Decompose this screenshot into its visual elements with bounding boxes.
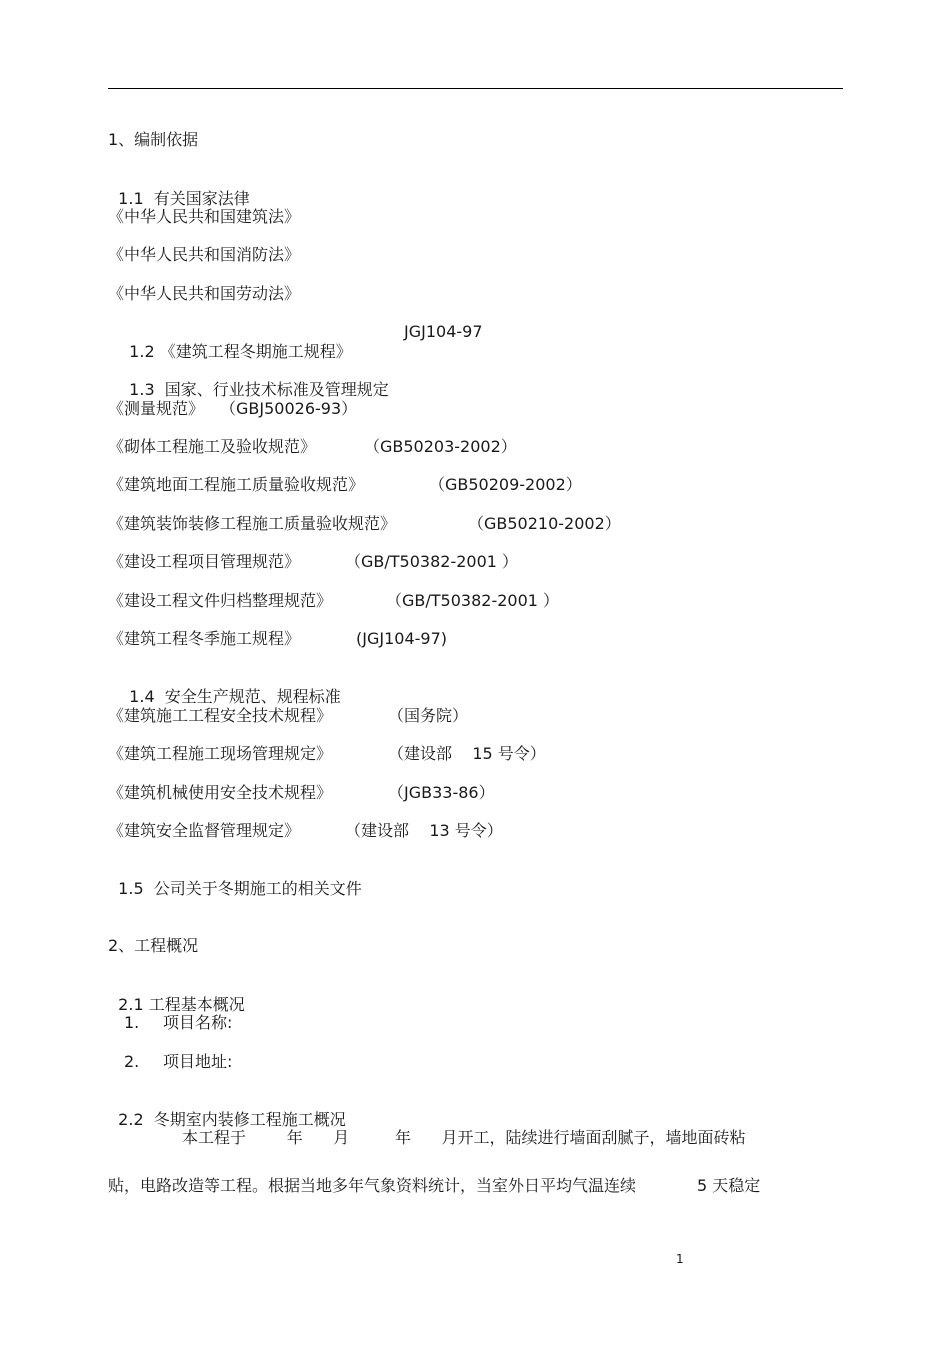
standard-code: （GB/T50382-2001 ） — [386, 591, 560, 610]
standard-name: 《测量规范》 — [108, 399, 205, 418]
standard-name: 《建筑工程冬季施工规程》 — [108, 629, 301, 648]
section-1-3 — [119, 360, 389, 400]
safety-code: （国务院） — [388, 706, 469, 725]
section-1-4 — [119, 667, 341, 707]
list-item-label: 项目地址: — [163, 1052, 233, 1071]
law-item: 《中华人民共和国建筑法》 — [108, 207, 301, 226]
section-1-heading: 1、编制依据 — [108, 130, 199, 149]
section-title: 有关国家法律 — [153, 189, 250, 208]
section-1-2 — [119, 322, 352, 362]
safety-name: 《建筑施工工程安全技术规程》 — [108, 706, 333, 725]
safety-name: 《建筑安全监督管理规定》 — [108, 821, 301, 840]
section-number: 2.1 — [118, 995, 144, 1014]
section-2-2 — [108, 1090, 346, 1130]
header-rule — [108, 88, 843, 89]
safety-name: 《建筑工程施工现场管理规定》 — [108, 744, 333, 763]
list-item-label: 项目名称: — [163, 1013, 233, 1032]
section-number: 1.3 — [129, 380, 155, 399]
section-title: 工程基本概况 — [148, 995, 245, 1014]
section-title: 冬期室内装修工程施工概况 — [153, 1110, 346, 1129]
section-number: 2.2 — [118, 1110, 144, 1129]
section-title: 国家、行业技术标准及管理规定 — [164, 380, 389, 399]
standard-name: 《砌体工程施工及验收规范》 — [108, 437, 317, 456]
standard-code: (JGJ104-97) — [356, 629, 447, 648]
section-number: 1.5 — [118, 879, 144, 898]
standard-name: 《建设工程文件归档整理规范》 — [108, 591, 333, 610]
list-item-number: 1. — [124, 1013, 140, 1032]
section-2-heading: 2、工程概况 — [108, 936, 199, 955]
section-number: 1.1 — [118, 189, 144, 208]
law-item: 《中华人民共和国劳动法》 — [108, 284, 301, 303]
paragraph-line-1: 本工程于 年 月 年 月开工，陆续进行墙面刮腻子，墙地面砖粘 — [182, 1128, 746, 1147]
section-1-5 — [108, 859, 362, 899]
section-number: 1.4 — [129, 687, 155, 706]
list-item-number: 2. — [124, 1052, 140, 1071]
safety-code: （建设部 13 号令） — [345, 821, 503, 840]
standard-name: 《建筑地面工程施工质量验收规范》 — [108, 475, 365, 494]
law-item: 《中华人民共和国消防法》 — [108, 245, 301, 264]
section-1-1 — [108, 169, 250, 209]
standard-name: 《建筑装饰装修工程施工质量验收规范》 — [108, 514, 397, 533]
standard-code: （GB50203-2002） — [364, 437, 517, 456]
section-title: 安全生产规范、规程标准 — [164, 687, 341, 706]
standard-name: 《建设工程项目管理规范》 — [108, 552, 301, 571]
section-title: 《建筑工程冬期施工规程》 — [159, 342, 352, 361]
standard-code: （GB50210-2002） — [468, 514, 621, 533]
safety-name: 《建筑机械使用安全技术规程》 — [108, 783, 333, 802]
page-number: 1 — [676, 1252, 684, 1266]
standard-code: （GBJ50026-93） — [220, 399, 358, 418]
section-title: 公司关于冬期施工的相关文件 — [153, 879, 362, 898]
section-number: 1.2 — [129, 342, 155, 361]
section-2-1 — [108, 975, 245, 1015]
standard-code: JGJ104-97 — [404, 322, 483, 341]
standard-code: （GB50209-2002） — [429, 475, 582, 494]
standard-code: （GB/T50382-2001 ） — [345, 552, 519, 571]
paragraph-line-2: 贴，电路改造等工程。根据当地多年气象资料统计，当室外日平均气温连续 5 天稳定 — [108, 1176, 761, 1195]
safety-code: （JGB33-86） — [388, 783, 495, 802]
safety-code: （建设部 15 号令） — [388, 744, 546, 763]
